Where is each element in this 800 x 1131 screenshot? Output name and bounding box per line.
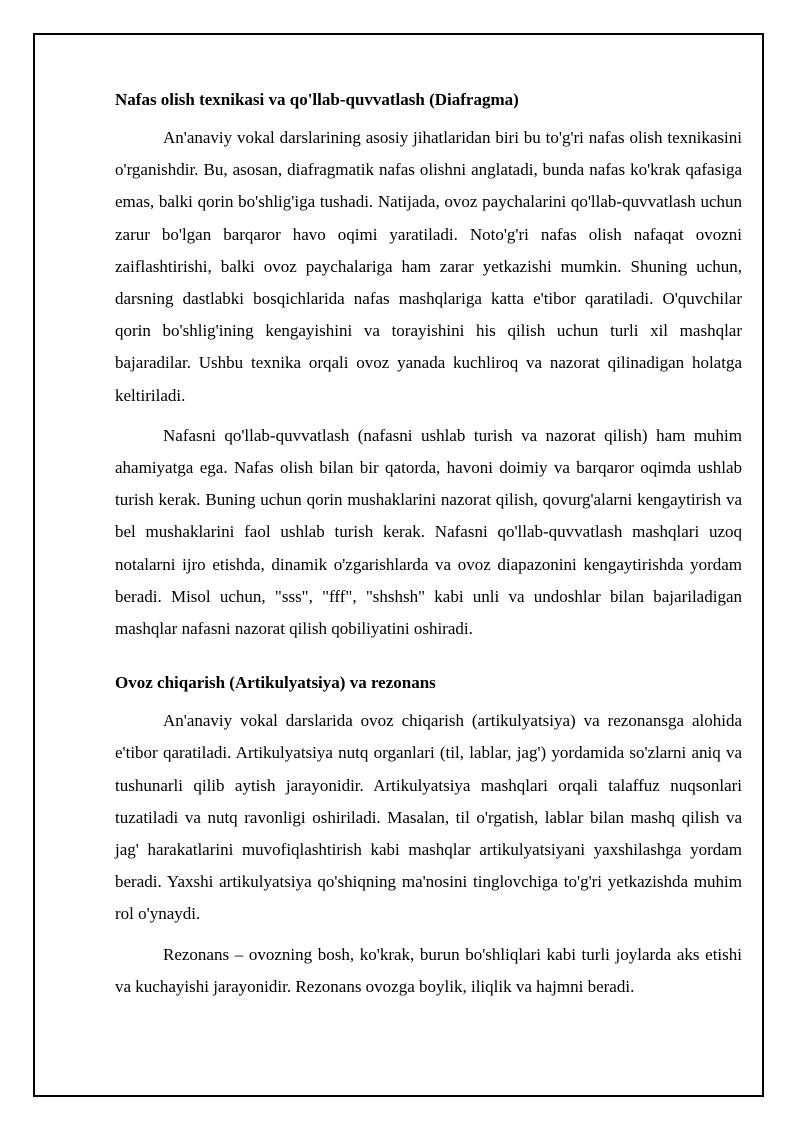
- paragraph-breath-support: Nafasni qo'llab-quvvatlash (nafasni ushlab turish va nazorat qilish) ham muhim ahamiyatga ega. Nafas olish bilan bir qatorda, havoni doimiy va barqaror oqimda ushlab turish kerak. Buning uchun qorin mushaklarini nazorat qilish, qovurg'alarni kengaytirish va bel mushaklarini faol ushlab turish kerak. Nafasni qo'llab-quvvatlash mashqlari uzoq notalarni ijro etishda, dinamik o'zgarishlarda va ovoz diapazonini kengaytirishda yordam beradi. Misol uchun, "sss", "fff", "shshsh" kabi unli va undoshlar bilan bajariladigan mashqlar nafasni nazorat qilish qobiliyatini oshiradi.: [115, 425, 742, 639]
- section-heading-articulation: Ovoz chiqarish (Artikulyatsiya) va rezonans: [115, 673, 436, 693]
- paragraph-breathing-technique: An'anaviy vokal darslarining asosiy jihatlaridan biri bu to'g'ri nafas olish texnikasini o'rganishdir. Bu, asosan, diafragmatik nafas olishni anglatadi, bunda nafas ko'krak qafasiga emas, balki qorin bo'shlig'iga tushadi. Natijada, ovoz paychalarini qo'llab-quvvatlash uchun zarur bo'lgan barqaror havo oqimi yaratiladi. Noto'g'ri nafas olish nafaqat ovozni zaiflashtirishi, balki ovoz paychalariga ham zarar yetkazishi mumkin. Shuning uchun, darsning dastlabki bosqichlarida nafas mashqlariga katta e'tibor qaratiladi. O'quvchilar qorin bo'shlig'ining kengayishini va torayishini his qilish uchun turli xil mashqlar bajaradilar. Ushbu texnika orqali ovoz yanada kuchliroq va nazorat qilinadigan holatga keltiriladi.: [115, 128, 742, 405]
- paragraph-resonance: Rezonans – ovozning bosh, ko'krak, burun bo'shliqlari kabi turli joylarda aks etishi va kuchayishi jarayonidir. Rezonans ovozga boylik, iliqlik va hajmni beradi.: [115, 944, 742, 996]
- section-spacer: [115, 653, 742, 667]
- paragraph-articulation: An'anaviy vokal darslarida ovoz chiqarish (artikulyatsiya) va rezonansga alohida e'tibor qaratiladi. Artikulyatsiya nutq organlari (til, lablar, jag') yordamida so'zlarni aniq va tushunarli qilib aytish jarayonidir. Artikulyatsiya mashqlari orqali talaffuz nuqsonlari tuzatiladi va nutq ravonligi oshiriladi. Masalan, til o'rgatish, lablar bilan mashq qilish va jag' harakatlarini muvofiqlashtirish kabi mashqlar artikulyatsiyani yaxshilashga yordam beradi. Yaxshi artikulyatsiya qo'shiqning ma'nosini tinglovchiga to'g'ri yetkazishda muhim rol o'ynaydi.: [115, 711, 742, 924]
- document-body: [115, 84, 742, 1011]
- section-heading-breathing: Nafas olish texnikasi va qo'llab-quvvatlash (Diafragma): [115, 90, 519, 109]
